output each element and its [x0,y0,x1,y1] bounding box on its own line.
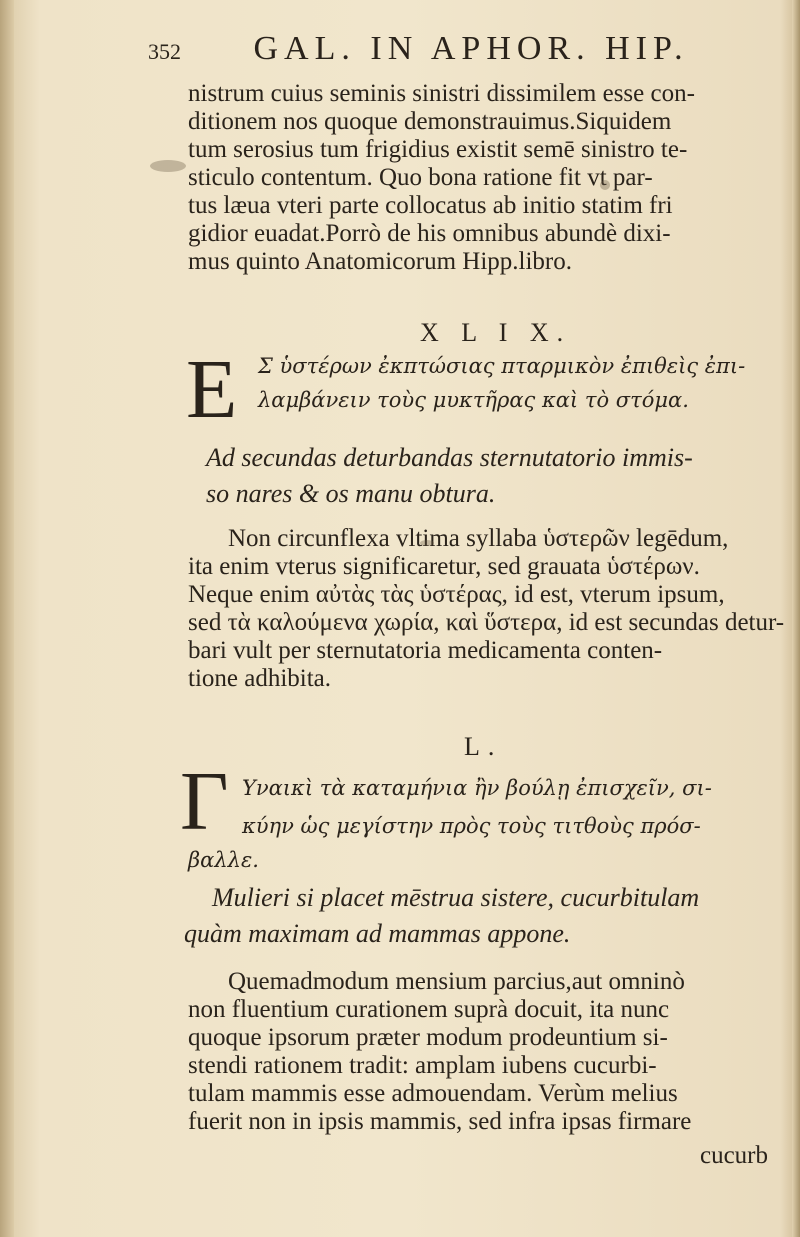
text-line: ditionem nos quoque demonstrauimus.Siquidem [188,108,672,135]
page-edge [792,0,800,1237]
text-line: non fluentium curationem suprà docuit, ita nunc [188,996,670,1023]
latin-line: Mulieri si placet mēstrua sistere, cucurbitulam [212,883,700,912]
catchword: cucurb [699,1142,768,1169]
drop-capital-50: Γ [180,755,229,848]
text-line: sticulo contentum. Quo bona ratione fit vt par- [188,164,653,191]
text-line: gidior euadat.Porrò de his omnibus abundè dixi- [188,220,671,247]
greek-line: κύην ὡς μεγίστην πρὸς τοὺς τιτθοὺς πρόσ- [242,814,701,838]
section-numeral-49: X L I X. [420,318,572,347]
catchword-line [188,1142,768,1170]
aphorism-greek-50-end [188,846,768,874]
commentary-49 [188,525,785,693]
text-line: quoque ipsorum præter modum prodeuntium si- [188,1024,668,1051]
drop-capital-49: E [186,343,238,436]
text-line: stendi rationem tradit: amplam iubens cucurbi- [188,1052,657,1079]
running-title: GAL. IN APHOR. HIP. [253,30,689,67]
greek-line: Σ ὑστέρων ἐκπτώσιας πταρμικὸν ἐπιθεὶς ἐπι- [258,354,746,378]
text-line: ita enim vterus significaretur, sed grauata ὑστέρων. [188,553,700,580]
aphorism-latin-49 [206,440,766,512]
text-line: tulam mammis esse admouendam. Verùm melius [188,1080,678,1107]
text-line: Non circunflexa vltima syllaba ὑστερῶν legēdum, [228,525,729,552]
greek-line: Υναικὶ τὰ καταμήνια ἢν βούλῃ ἐπισχεῖν, σι- [242,776,712,800]
latin-line: so nares & os manu obtura. [206,479,496,508]
foxing-mark [420,540,434,546]
latin-line: Ad secundas deturbandas sternutatorio immis- [206,443,693,472]
section-numeral-50: L. [464,732,503,761]
text-line: tus læua vteri parte collocatus ab initio statim fri [188,192,673,219]
text-line: fuerit non in ipsis mammis, sed infra ipsas firmare [188,1108,692,1135]
text-line: bari vult per sternutatoria medicamenta conten- [188,637,663,664]
text-line: nistrum cuius seminis sinistri dissimilem esse con- [188,80,695,107]
foxing-mark [150,160,186,172]
text-line: mus quinto Anatomicorum Hipp.libro. [188,248,573,275]
continuation-paragraph [188,80,768,276]
aphorism-greek-50 [242,774,772,840]
greek-line: λαμβάνειν τοὺς μυκτῆρας καὶ τὸ στόμα. [258,388,689,412]
latin-line: quàm maximam ad mammas appone. [184,919,571,948]
running-header [148,30,748,68]
commentary-50 [188,968,768,1136]
text-line: sed τὰ καλούμενα χωρία, καὶ ὕστερα, id est secundas detur- [188,609,785,636]
text-line: Neque enim αὐτὰς τὰς ὑστέρας, id est, vterum ipsum, [188,581,725,608]
foxing-mark [600,180,610,190]
aphorism-greek-49 [258,352,768,414]
page-gutter [0,0,14,1237]
text-line: Quemadmodum mensium parcius,aut omninò [228,968,685,995]
page-number: 352 [148,39,181,64]
text-line: tione adhibita. [188,665,332,692]
greek-line: βαλλε. [188,848,259,872]
text-line: tum serosius tum frigidius existit semē sinistro te- [188,136,688,163]
aphorism-latin-50 [184,880,768,952]
